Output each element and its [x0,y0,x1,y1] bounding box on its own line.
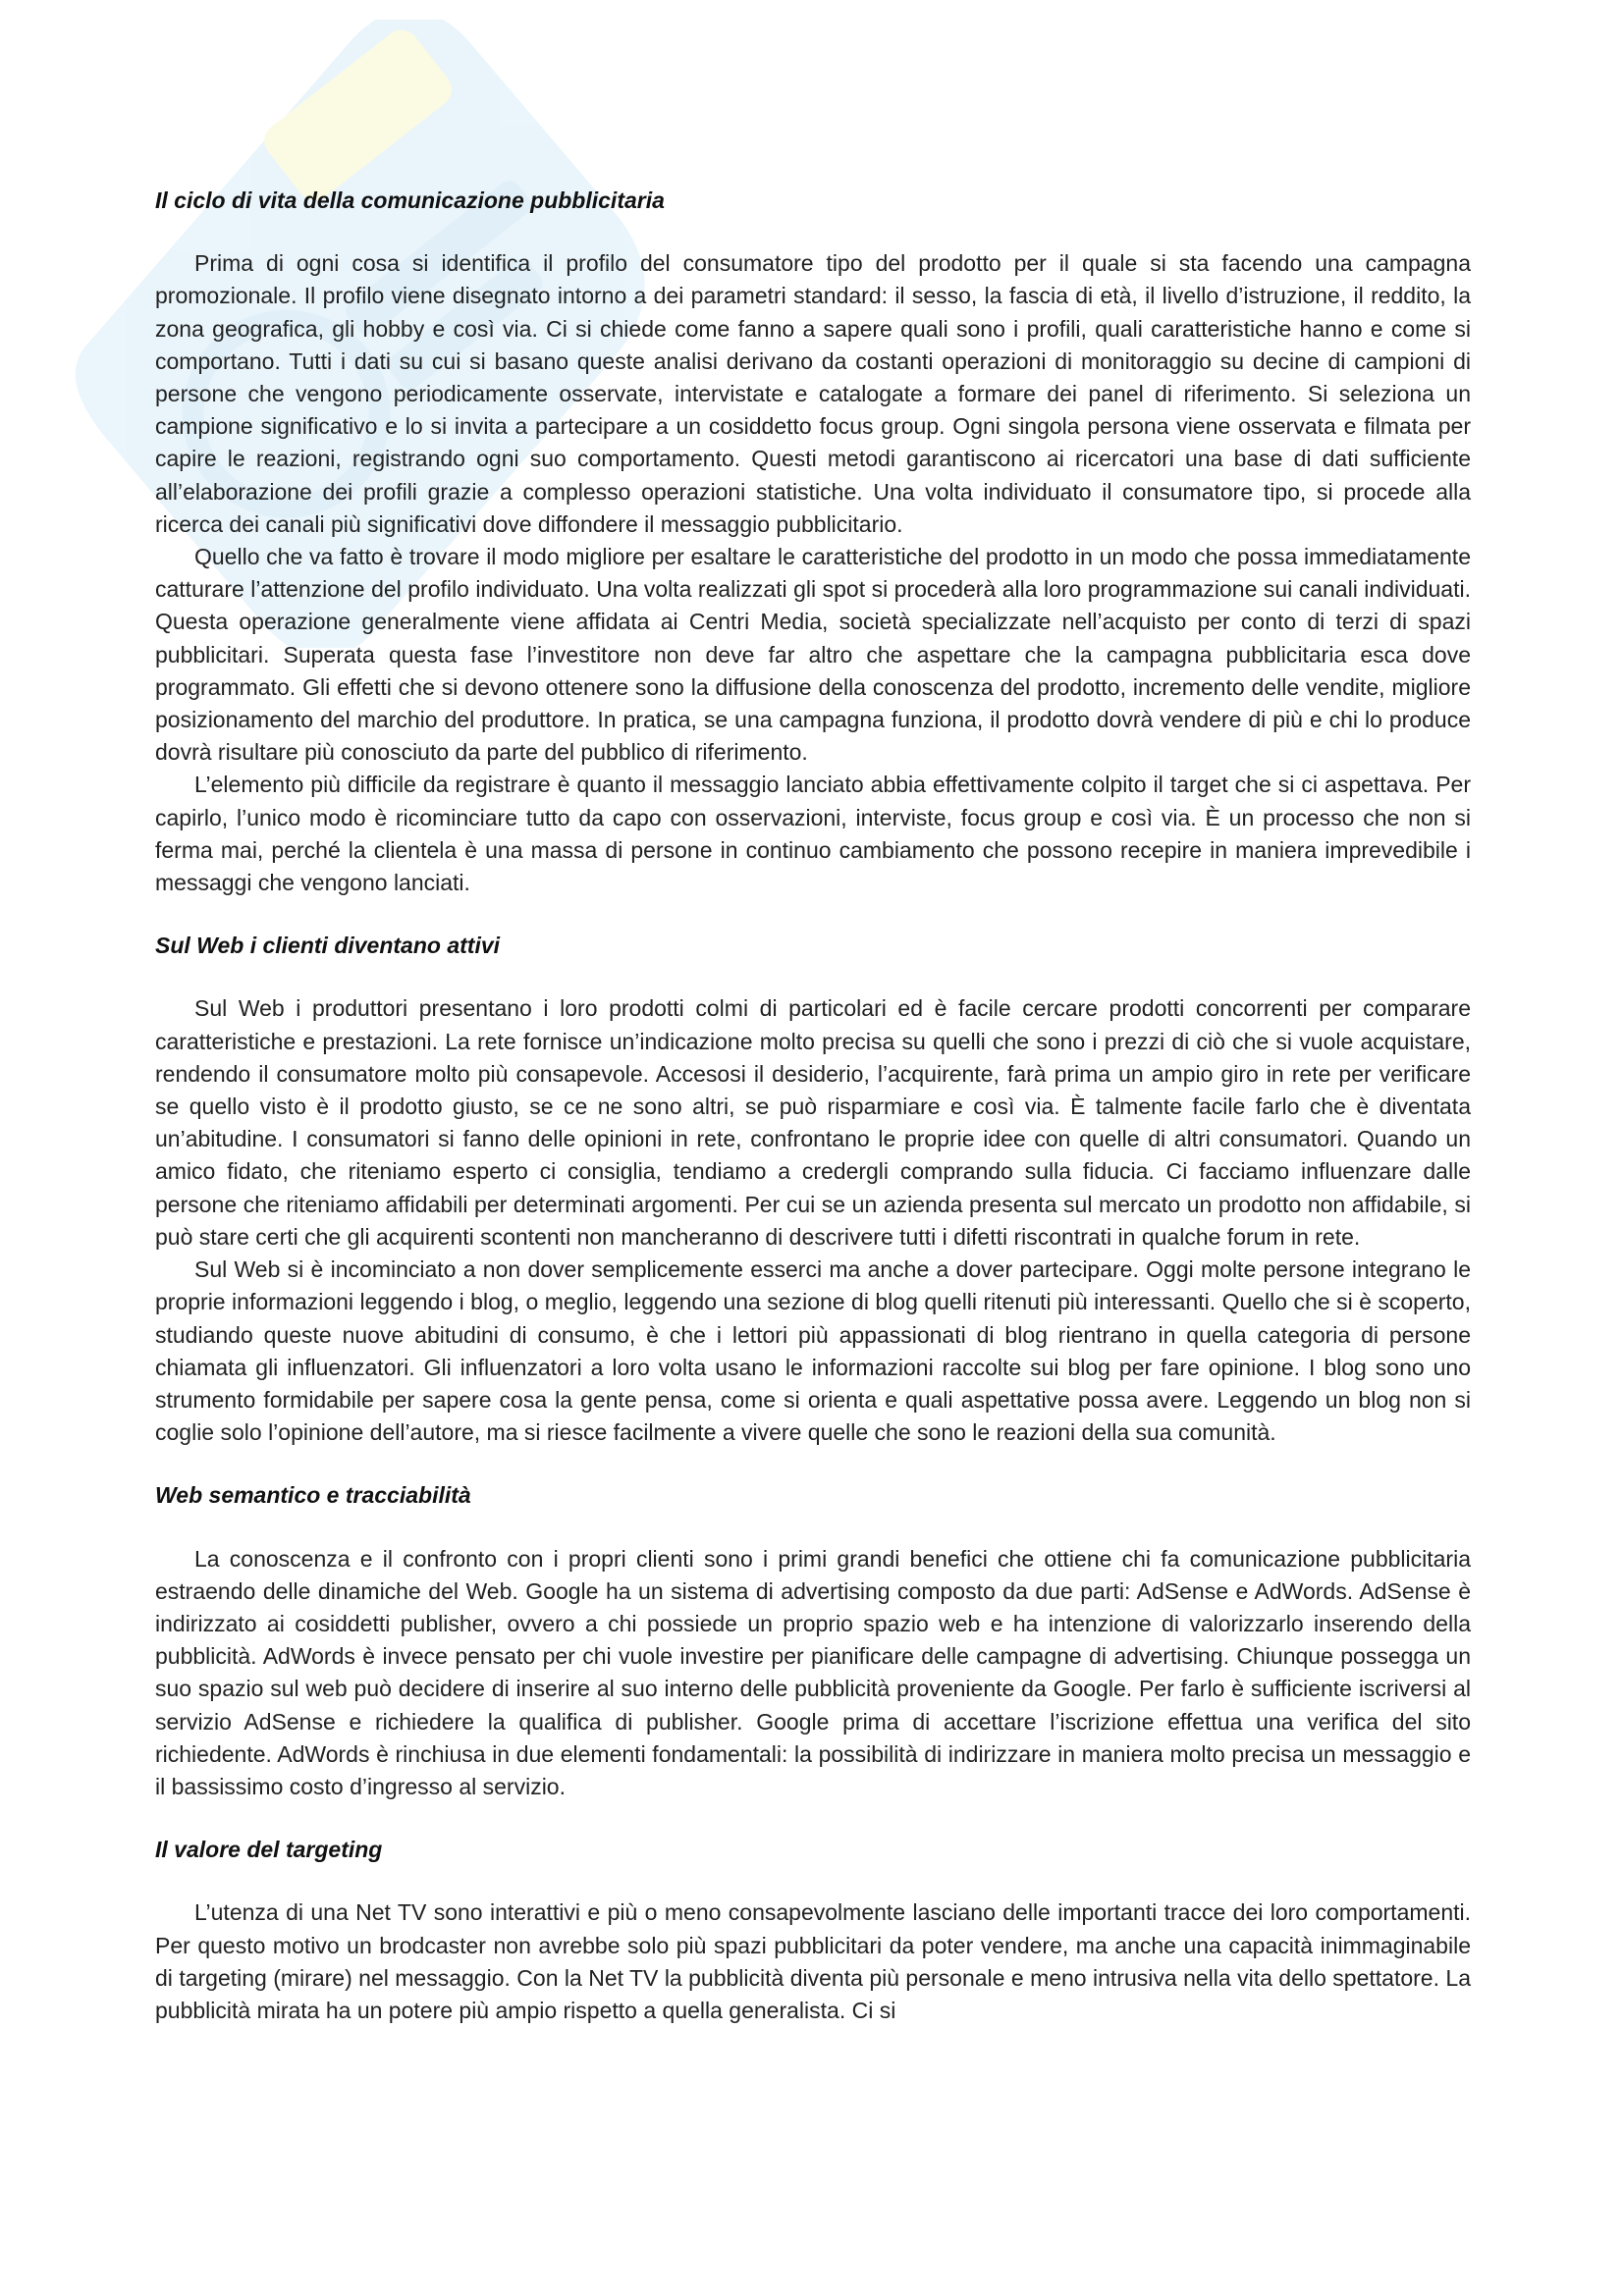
paragraph: L’utenza di una Net TV sono interattivi e più o meno consapevolmente lasciano delle importanti tracce dei loro comportamenti. Per questo motivo un brodcaster non avrebbe solo più spazi pubblicitari da poter vendere, ma anche una capacità inimmaginabile di targeting (mirare) nel messaggio. Con la Net TV la pubblicità diventa più personale e meno intrusiva nella vita dello spettatore. La pubblicità mirata ha un potere più ampio rispetto a quella generalista. Ci si [155,1899,1471,2023]
paragraph: Sul Web i produttori presentano i loro prodotti colmi di particolari ed è facile cercare prodotti concorrenti per comparare caratteristiche e prestazioni. La rete fornisce un’indicazione molto precisa su quelli che sono i prezzi di ciò che si vuole acquistare, rendendo il consumatore molto più consapevole. Accesosi il desiderio, l’acquirente, farà prima un ampio giro in rete per verificare se quello visto è il prodotto giusto, se ce ne sono altri, se può risparmiare e così via. È talmente facile farlo che è diventata un’abitudine. I consumatori si fanno delle opinioni in rete, confrontano le proprie idee con quelle di altri consumatori. Quando un amico fidato, che riteniamo esperto ci consiglia, tendiamo a credergli comprando sulla fiducia. Ci facciamo influenzare dalle persone che riteniamo affidabili per determinati argomenti. Per cui se un azienda presenta sul mercato un prodotto non affidabile, si può stare certi che gli acquirenti scontenti non mancheranno di descrivere tutti i difetti riscontrati in qualche forum in rete. [155,995,1471,1250]
paragraph: La conoscenza e il confronto con i propri clienti sono i primi grandi benefici che ottiene chi fa comunicazione pubblicitaria estraendo delle dinamiche del Web. Google ha un sistema di advertising composto da due parti: AdSense e AdWords. AdSense è indirizzato ai cosiddetti publisher, ovvero a chi possiede un proprio spazio web e ha intenzione di valorizzarlo inserendo della pubblicità. AdWords è invece pensato per chi vuole investire per pianificare delle campagne di advertising. Chiunque possegga un suo spazio sul web può decidere di inserire al suo interno delle pubblicità proveniente da Google. Per farlo è sufficiente iscriversi al servizio AdSense e richiedere la qualifica di publisher. Google prima di accettare l’iscrizione effettua una verifica del sito richiedente. AdWords è rinchiusa in due elementi fondamentali: la possibilità di indirizzare in maniera molto precisa un messaggio e il bassissimo costo d’ingresso al servizio. [155,1545,1471,1799]
section-heading: Il ciclo di vita della comunicazione pubblicitaria [155,187,665,213]
paragraph: Quello che va fatto è trovare il modo migliore per esaltare le caratteristiche del prodotto in un modo che possa immediatamente catturare l’attenzione del profilo individuato. Una volta realizzati gli spot si procederà alla loro programmazione sui canali individuati. Questa operazione generalmente viene affidata ai Centri Media, società specializzate nell’acquisto per conto di terzi di spazi pubblicitari. Superata questa fase l’investitore non deve far altro che aspettare che la campagna pubblicitaria esca dove programmato. Gli effetti che si devono ottenere sono la diffusione della conoscenza del prodotto, incremento delle vendite, migliore posizionamento del marchio del produttore. In pratica, se una campagna funziona, il prodotto dovrà vendere di più e chi lo produce dovrà risultare più conosciuto da parte del pubblico di riferimento. [155,544,1471,766]
section-ciclo-di-vita [155,185,1471,899]
section-heading: Sul Web i clienti diventano attivi [155,933,501,959]
paragraph: Prima di ogni cosa si identifica il profilo del consumatore tipo del prodotto per il quale si sta facendo una campagna promozionale. Il profilo viene disegnato intorno a dei parametri standard: il sesso, la fascia di età, il livello d’istruzione, il reddito, la zona geografica, gli hobby e così via. Ci si chiede come fanno a sapere quali sono i profili, quali caratteristiche hanno e come si comportano. Tutti i dati su cui si basano queste analisi derivano da costanti operazioni di monitoraggio su decine di campioni di persone che vengono periodicamente osservate, intervistate e catalogate a formare dei panel di riferimento. Si seleziona un campione significativo e lo si invita a partecipare a un cosiddetto focus group. Ogni singola persona viene osservata e filmata per capire le reazioni, registrando ogni suo comportamento. Questi metodi garantiscono ai ricercatori una base di dati sufficiente all’elaborazione dei profili grazie a complesso operazioni statistiche. Una volta individuato il consumatore tipo, si procede alla ricerca dei canali più significativi dove diffondere il messaggio pubblicitario. [155,250,1471,537]
section-heading: Il valore del targeting [155,1837,383,1863]
paragraph: Sul Web si è incominciato a non dover semplicemente esserci ma anche a dover partecipare. Oggi molte persone integrano le proprie informazioni leggendo i blog, o meglio, leggendo una sezione di blog quelli ritenuti più interessanti. Quello che si è scoperto, studiando queste nuove abitudini di consumo, è che i lettori più appassionati di blog rientrano in quella categoria di persone chiamata gli influenzatori. Gli influenzatori a loro volta usano le informazioni raccolte sui blog per fare opinione. I blog sono uno strumento formidabile per sapere cosa la gente pensa, come si orienta e quali aspettative possa avere. Leggendo un blog non si coglie solo l’opinione dell’autore, ma si riesce facilmente a vivere quelle che sono le reazioni della sua comunità. [155,1256,1471,1446]
document-page [155,185,1471,2027]
section-valore-targeting [155,1834,1471,2027]
watermark-accent-band [257,23,459,207]
paragraph: L’elemento più difficile da registrare è quanto il messaggio lanciato abbia effettivamente colpito il target che si ci aspettava. Per capirlo, l’unico modo è ricominciare tutto da capo con osservazioni, interviste, focus group e così via. È un processo che non si ferma mai, perché la clientela è una massa di persone in continuo cambiamento che possono recepire in maniera imprevedibile i messaggi che vengono lanciati. [155,772,1471,896]
section-clienti-attivi [155,930,1471,1449]
section-web-semantico [155,1479,1471,1803]
section-heading: Web semantico e tracciabilità [155,1482,471,1509]
